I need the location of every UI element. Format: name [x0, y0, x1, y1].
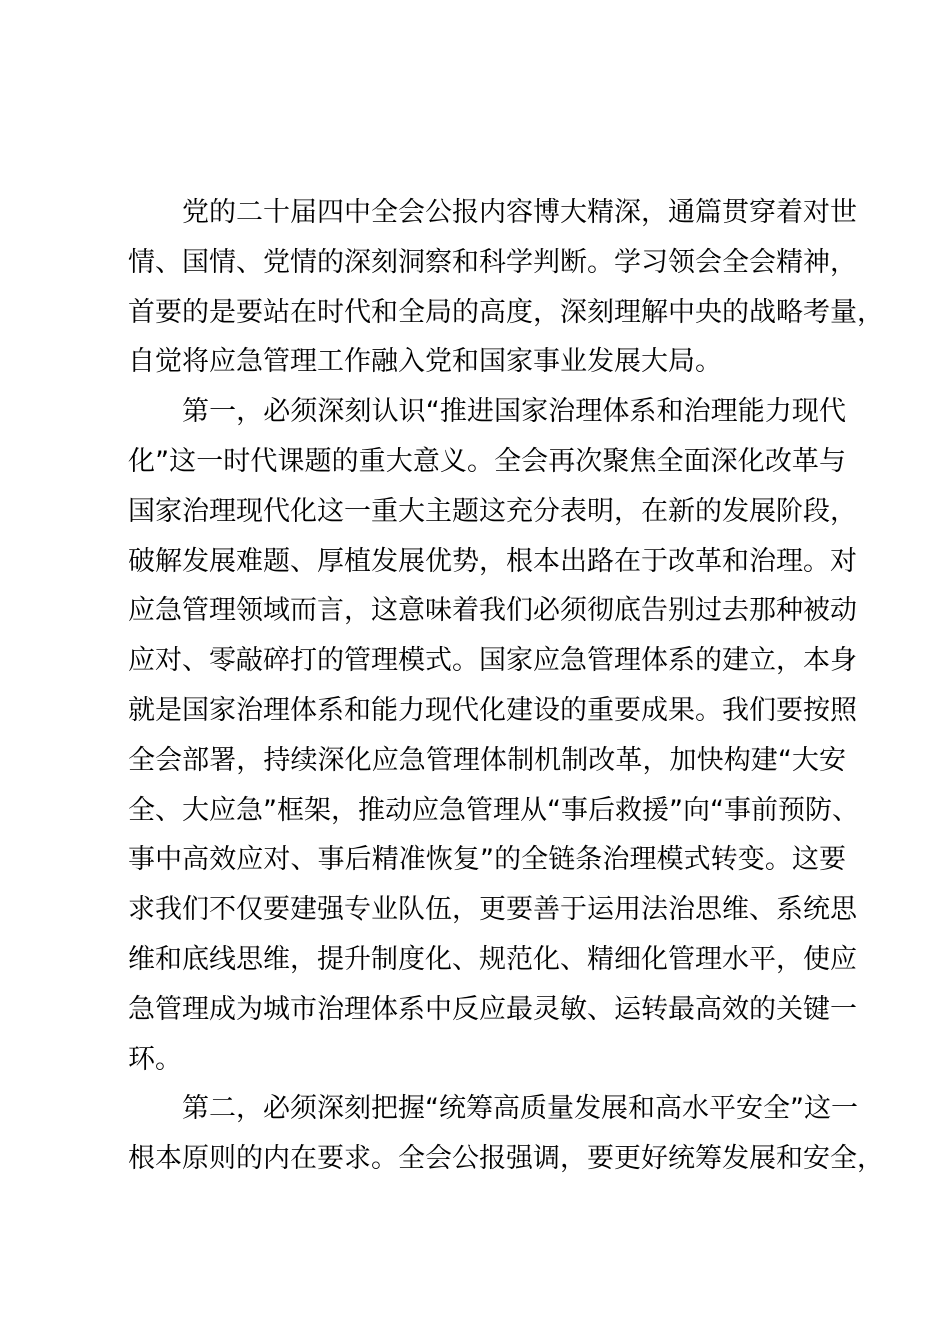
text-line: 党的二十届四中全会公报内容博大精深，通篇贯穿着对世	[182, 197, 857, 228]
text-line: 急管理成为城市治理体系中反应最灵敏、运转最高效的关键一	[128, 993, 857, 1025]
paragraph	[128, 188, 884, 387]
text-line: 第二，必须深刻把握“统筹高质量发展和高水平安全”这一	[182, 1093, 858, 1125]
text-line: 破解发展难题、厚植发展优势，根本出路在于改革和治理。对	[128, 545, 857, 577]
text-line: 应急管理领域而言，这意味着我们必须彻底告别过去那种被动	[128, 595, 857, 627]
text-line: 化”这一时代课题的重大意义。全会再次聚焦全面深化改革与	[128, 445, 846, 477]
text-line: 维和底线思维，提升制度化、规范化、精细化管理水平，使应	[128, 943, 857, 975]
text-line: 自觉将应急管理工作融入党和国家事业发展大局。	[128, 346, 722, 378]
text-line: 全会部署，持续深化应急管理体制机制改革，加快构建“大安	[128, 744, 846, 776]
paragraph	[128, 1084, 884, 1184]
text-line: 环。	[128, 1043, 182, 1075]
text-line: 第一，必须深刻认识“推进国家治理体系和治理能力现代	[182, 396, 846, 428]
text-line: 求我们不仅要建强专业队伍，更要善于运用法治思维、系统思	[128, 894, 857, 926]
text-line: 事中高效应对、事后精准恢复”的全链条治理模式转变。这要	[128, 844, 846, 876]
document-body	[128, 188, 884, 1184]
text-line: 情、国情、党情的深刻洞察和科学判断。学习领会全会精神，	[128, 246, 857, 278]
paragraph	[128, 387, 859, 1084]
text-line: 应对、零敲碎打的管理模式。国家应急管理体系的建立，本身	[128, 645, 857, 677]
text-line: 根本原则的内在要求。全会公报强调，要更好统筹发展和安全，	[128, 1143, 884, 1175]
text-line: 全、大应急”框架，推动应急管理从“事后救援”向“事前预防、	[128, 794, 859, 826]
text-line: 首要的是要站在时代和全局的高度，深刻理解中央的战略考量，	[128, 296, 884, 328]
text-line: 就是国家治理体系和能力现代化建设的重要成果。我们要按照	[128, 694, 857, 726]
text-line: 国家治理现代化这一重大主题这充分表明，在新的发展阶段，	[128, 495, 857, 527]
